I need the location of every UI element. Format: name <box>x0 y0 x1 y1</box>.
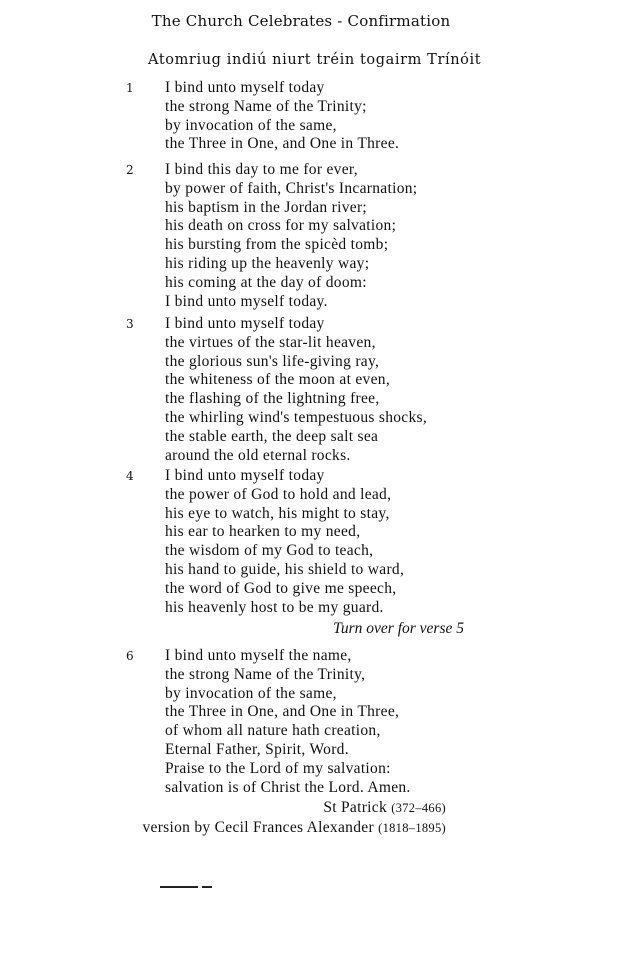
verse-lines <box>165 161 417 311</box>
verse-number: 3 <box>126 317 134 331</box>
verse-number: 4 <box>126 469 134 483</box>
verse-line: his coming at the day of doom: <box>165 273 367 291</box>
verse-line: the Three in One, and One in Three, <box>165 703 400 721</box>
verse-line: his baptism in the Jordan river; <box>165 198 368 216</box>
verse-lines <box>165 467 404 617</box>
verse-line: the stable earth, the deep salt sea <box>165 427 379 445</box>
verse-line: the flashing of the lightning free, <box>165 390 380 408</box>
verse-line: I bind unto myself today <box>165 315 325 332</box>
verse-line: the whiteness of the moon at even, <box>165 371 390 389</box>
verse-line: by invocation of the same, <box>165 116 337 134</box>
verse-lines <box>165 79 399 154</box>
verse-line: his riding up the heavenly way; <box>165 254 370 272</box>
verse-line: I bind unto myself today. <box>165 292 328 310</box>
verse-line: his eye to watch, his might to stay, <box>165 504 390 522</box>
verse-line: his ear to hearken to my need, <box>165 523 361 541</box>
verse-line: the power of God to hold and lead, <box>165 485 392 503</box>
verse-line: the Three in One, and One in Three. <box>165 135 400 153</box>
author-dates: (372–466) <box>391 801 446 815</box>
verse-line: the wisdom of my God to teach, <box>165 542 374 560</box>
footer-rule <box>160 886 212 888</box>
verse-line: the glorious sun's life-giving ray, <box>165 352 380 370</box>
turn-over-note: Turn over for verse 5 <box>333 620 464 637</box>
version-attribution <box>142 819 446 837</box>
verse-line: I bind this day to me for ever, <box>165 161 358 178</box>
verse-line: the virtues of the star-lit heaven, <box>165 333 376 351</box>
verse-line: by power of faith, Christ's Incarnation; <box>165 179 418 197</box>
verse-line: around the old eternal rocks. <box>165 446 351 464</box>
verse-number: 2 <box>126 163 134 177</box>
verse-line: I bind unto myself the name, <box>165 647 352 664</box>
rule-segment <box>160 886 198 888</box>
verse-line: Eternal Father, Spirit, Word. <box>165 740 349 758</box>
verse-line: the whirling wind's tempestuous shocks, <box>165 408 428 426</box>
verse-line: of whom all nature hath creation, <box>165 722 381 740</box>
verse-line: his bursting from the spicèd tomb; <box>165 236 389 254</box>
verse-line: the word of God to give me speech, <box>165 579 397 597</box>
version-credit: version by Cecil Frances Alexander <box>142 819 374 836</box>
author-attribution <box>323 799 446 817</box>
rule-segment <box>202 886 212 888</box>
verse-line: salvation is of Christ the Lord. Amen. <box>165 778 411 796</box>
verse-lines <box>165 315 427 465</box>
verse-line: Praise to the Lord of my salvation: <box>165 759 391 777</box>
running-head: The Church Celebrates - Confirmation <box>151 12 451 30</box>
verse-line: the strong Name of the Trinity; <box>165 97 367 115</box>
verse-line: by invocation of the same, <box>165 684 337 702</box>
verse-line: his hand to guide, his shield to ward, <box>165 560 405 578</box>
verse-line: I bind unto myself today <box>165 467 325 484</box>
author-name: St Patrick <box>323 799 388 816</box>
verse-line: his heavenly host to be my guard. <box>165 598 384 616</box>
verse-line: his death on cross for my salvation; <box>165 217 397 235</box>
verse-lines <box>165 647 411 797</box>
verse-line: I bind unto myself today <box>165 79 325 96</box>
verse-line: the strong Name of the Trinity, <box>165 665 366 683</box>
verse-number: 6 <box>126 649 134 663</box>
irish-title: Atomriug indiú niurt tréin togairm Trínóit <box>148 52 482 68</box>
verse-number: 1 <box>126 81 134 95</box>
version-dates: (1818–1895) <box>378 821 446 835</box>
